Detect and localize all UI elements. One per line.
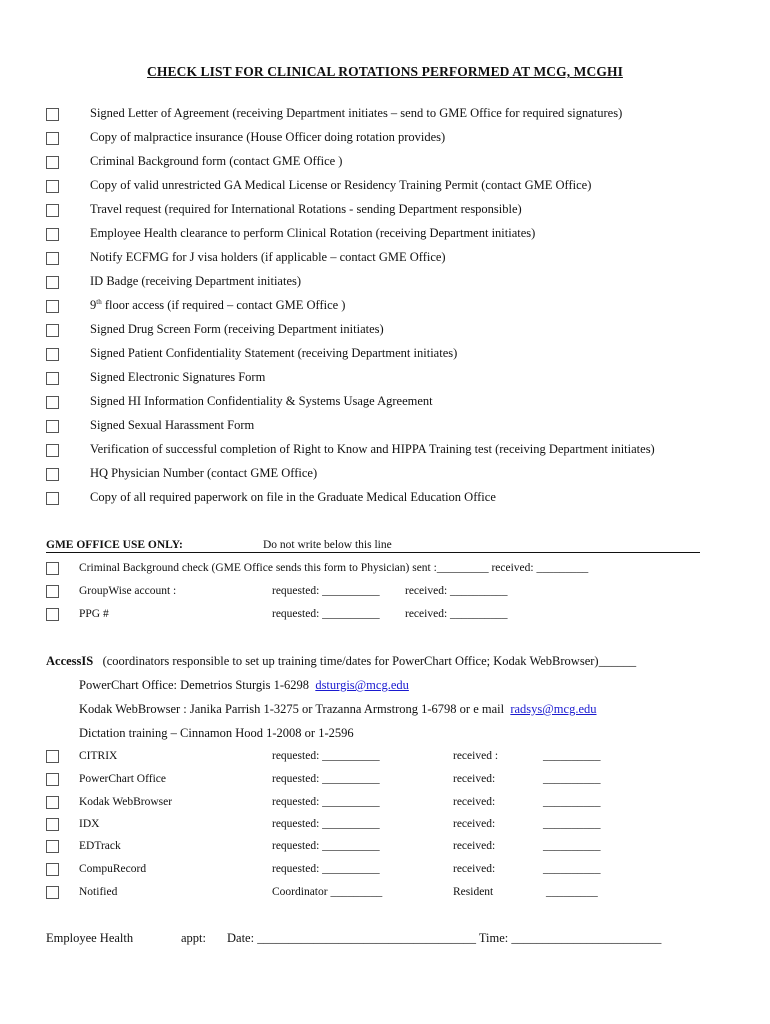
checklist-item: Signed Letter of Agreement (receiving Department initiates – send to GME Office for required signatures) [90,106,623,120]
access-checkbox[interactable] [46,796,59,809]
checklist-checkbox[interactable] [46,156,59,169]
access-row-blank: __________ [543,796,601,808]
checklist-checkbox[interactable] [46,180,59,193]
access-checkbox[interactable] [46,863,59,876]
checklist-checkbox[interactable] [46,252,59,265]
checklist-item: ID Badge (receiving Department initiates) [90,274,302,288]
accessis-label: AccessIS [46,654,94,668]
accessis-description: (coordinators responsible to set up training time/dates for PowerChart Office; Kodak WebBrowser)______ [102,654,637,668]
gme-background-check: Criminal Background check (GME Office sends this form to Physician) sent :_________ received: _________ [79,562,589,574]
powerchart-contact [79,678,409,693]
access-row-received: received: [453,863,496,875]
checklist-item: Employee Health clearance to perform Clinical Rotation (receiving Department initiates) [90,226,536,240]
access-row-blank: __________ [543,840,601,852]
checklist-item: Copy of malpractice insurance (House Officer doing rotation provides) [90,130,446,144]
kodak-contact [79,702,597,717]
gme-checkbox[interactable] [46,608,59,621]
checklist-checkbox[interactable] [46,396,59,409]
access-row-name: EDTrack [79,840,121,852]
checklist-item: Signed Sexual Harassment Form [90,418,255,432]
floor-access-text: floor access (if required – contact GME Office ) [104,298,346,313]
checklist-item: Signed Drug Screen Form (receiving Department initiates) [90,322,384,336]
employee-health-date-time: Date: ___________________________________ Time: ________________________ [227,931,662,945]
do-not-write-note: Do not write below this line [263,539,392,551]
checklist-item: Signed Patient Confidentiality Statement (receiving Department initiates) [90,346,458,360]
checklist-item: Criminal Background form (contact GME Office ) [90,154,343,168]
floor-number: 9 [90,298,97,313]
gme-checkbox[interactable] [46,562,59,575]
gme-checkbox[interactable] [46,585,59,598]
access-checkbox[interactable] [46,773,59,786]
groupwise-label: GroupWise account : [79,585,177,597]
groupwise-requested: requested: __________ [272,585,380,597]
checklist-checkbox[interactable] [46,372,59,385]
checklist-checkbox[interactable] [46,276,59,289]
groupwise-received: received: __________ [405,585,508,597]
access-row-requested: requested: __________ [272,750,380,762]
access-row-requested: requested: __________ [272,840,380,852]
employee-health-appt: appt: [181,931,206,945]
access-checkbox[interactable] [46,750,59,763]
checklist-checkbox[interactable] [46,348,59,361]
access-checkbox[interactable] [46,840,59,853]
access-row-received: received: [453,840,496,852]
access-row-requested: requested: __________ [272,818,380,830]
checklist-checkbox[interactable] [46,204,59,217]
access-row-received: received: [453,818,496,830]
access-row-blank: _________ [546,886,598,898]
access-row-requested: requested: __________ [272,796,380,808]
access-row-name: CompuRecord [79,863,147,875]
checklist-checkbox[interactable] [46,444,59,457]
powerchart-email-link[interactable]: dsturgis@mcg.edu [315,678,409,692]
access-row-blank: __________ [543,773,601,785]
checklist-checkbox[interactable] [46,228,59,241]
ppg-received: received: __________ [405,608,508,620]
ppg-requested: requested: __________ [272,608,380,620]
checklist-checkbox[interactable] [46,108,59,121]
checklist-item: Travel request (required for International Rotations - sending Department responsible) [90,202,522,216]
access-row-received: received : [453,750,499,762]
checklist-item: Notify ECFMG for J visa holders (if applicable – contact GME Office) [90,250,446,264]
ppg-label: PPG # [79,608,109,620]
access-checkbox[interactable] [46,886,59,899]
checklist-checkbox[interactable] [46,420,59,433]
access-row-received: received: [453,796,496,808]
gme-office-label: GME OFFICE USE ONLY: [46,539,183,551]
kodak-email-link[interactable]: radsys@mcg.edu [510,702,597,716]
access-checkbox[interactable] [46,818,59,831]
access-row-blank: __________ [543,750,601,762]
checklist-item [90,298,345,313]
access-row-name: Kodak WebBrowser [79,796,173,808]
access-row-requested: requested: __________ [272,863,380,875]
access-row-blank: __________ [543,818,601,830]
access-row-received: received: [453,773,496,785]
access-row-name: Notified [79,886,118,898]
page-title: CHECK LIST FOR CLINICAL ROTATIONS PERFORMED AT MCG, MCGHI [147,64,623,79]
access-row-blank: __________ [543,863,601,875]
checklist-item: Signed Electronic Signatures Form [90,370,266,384]
kodak-contact-text: Kodak WebBrowser : Janika Parrish 1-3275 or Trazanna Armstrong 1-6798 or e mail [79,702,505,716]
access-row-received: Resident [453,886,494,898]
employee-health-label: Employee Health [46,931,134,945]
accessis-line [46,654,636,669]
access-row-name: PowerChart Office [79,773,166,785]
checklist-checkbox[interactable] [46,468,59,481]
checklist-item: HQ Physician Number (contact GME Office) [90,466,318,480]
checklist-item: Copy of valid unrestricted GA Medical License or Residency Training Permit (contact GME Office) [90,178,592,192]
checklist-item: Signed HI Information Confidentiality & Systems Usage Agreement [90,394,433,408]
checklist-checkbox[interactable] [46,300,59,313]
access-row-name: IDX [79,818,100,830]
access-row-requested: Coordinator _________ [272,886,383,898]
checklist-item: Copy of all required paperwork on file in the Graduate Medical Education Office [90,490,496,504]
checklist-checkbox[interactable] [46,324,59,337]
checklist-item: Verification of successful completion of Right to Know and HIPPA Training test (receiving Department initiates) [90,442,655,456]
checklist-checkbox[interactable] [46,492,59,505]
gme-office-header [46,539,700,553]
access-row-requested: requested: __________ [272,773,380,785]
powerchart-contact-text: PowerChart Office: Demetrios Sturgis 1-6298 [79,678,310,692]
checklist-checkbox[interactable] [46,132,59,145]
dictation-training: Dictation training – Cinnamon Hood 1-2008 or 1-2596 [79,726,354,740]
access-row-name: CITRIX [79,750,118,762]
floor-ordinal: th [96,298,102,306]
